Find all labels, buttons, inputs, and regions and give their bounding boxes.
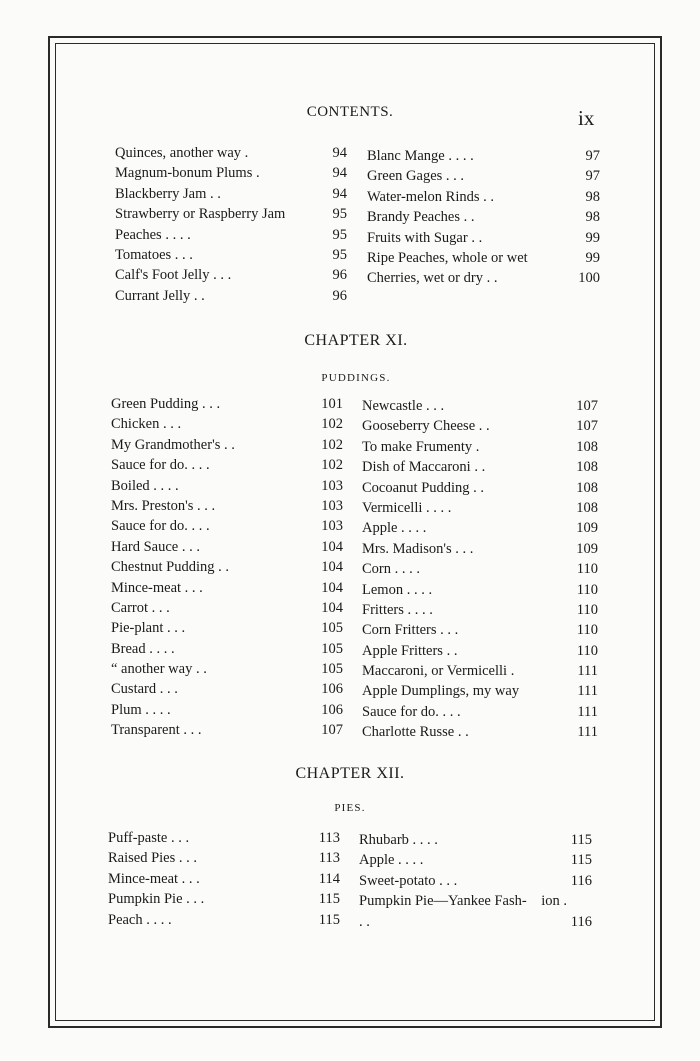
- toc-entry: [111, 598, 343, 618]
- toc-entry: [111, 537, 343, 557]
- entry-page-number: 104: [321, 579, 343, 596]
- entry-title: Custard . . .: [111, 681, 178, 698]
- entry-page-number: 105: [321, 640, 343, 657]
- contents-title: CONTENTS.: [306, 104, 394, 120]
- entry-title: Mrs. Madison's . . .: [362, 540, 474, 557]
- entry-page-number: 111: [577, 724, 598, 741]
- toc-entry: [367, 248, 600, 268]
- entry-page-number: 110: [576, 561, 598, 578]
- entry-page-number: 109: [576, 520, 598, 537]
- entry-title: To make Frumenty .: [362, 438, 480, 455]
- entry-page-number: 98: [585, 188, 600, 205]
- entry-title: Vermicelli . . . .: [362, 499, 452, 516]
- toc-entry: [359, 871, 592, 891]
- entry-page-number: 103: [321, 497, 343, 514]
- entry-page-number: 103: [321, 518, 343, 535]
- toc-entry: [362, 620, 598, 640]
- entry-page-number: 111: [577, 683, 598, 700]
- toc-entry: [115, 204, 347, 224]
- entry-page-number: 104: [321, 538, 343, 555]
- entry-title: Magnum-bonum Plums .: [115, 165, 260, 182]
- entry-title: Apple . . . .: [362, 520, 427, 537]
- toc-entry: [108, 869, 340, 889]
- chapter-xi-right-column: [362, 396, 598, 743]
- chapter-xii-right-column: [359, 830, 592, 932]
- entry-page-number: 116: [570, 872, 592, 889]
- entry-title: Pumpkin Pie . . .: [108, 891, 205, 908]
- toc-entry: [367, 207, 600, 227]
- entry-page-number: 114: [318, 870, 340, 887]
- entry-title: “ another way . .: [111, 661, 207, 678]
- entry-title: Boiled . . . .: [111, 477, 179, 494]
- entry-page-number: 106: [321, 681, 343, 698]
- chapter-xii-heading: CHAPTER XII.: [295, 765, 405, 782]
- chapter-xi-left-column: [111, 394, 343, 741]
- entry-page-number: 115: [318, 891, 340, 908]
- entry-title: Charlotte Russe . .: [362, 724, 469, 741]
- entry-page-number: 108: [576, 479, 598, 496]
- toc-entry: [108, 828, 340, 848]
- entry-page-number: 102: [321, 416, 343, 433]
- entry-title: Tomatoes . . .: [115, 246, 193, 263]
- entry-title: Newcastle . . .: [362, 398, 445, 414]
- entry-page-number: 97: [585, 148, 600, 164]
- chapter-xii-left-column: [108, 828, 340, 930]
- entry-title: Sauce for do. . . .: [362, 703, 461, 720]
- toc-entry: [111, 659, 343, 679]
- toc-entry: [115, 143, 347, 163]
- toc-entry: [362, 416, 598, 436]
- toc-entry: [362, 661, 598, 681]
- entry-title: Chicken . . .: [111, 416, 182, 433]
- toc-entry: [362, 518, 598, 538]
- entry-title: Fritters . . . .: [362, 601, 433, 618]
- entry-title: Rhubarb . . . .: [359, 832, 438, 848]
- entry-page-number: 95: [332, 246, 347, 263]
- entry-page-number: 115: [570, 852, 592, 869]
- toc-entry: [111, 455, 343, 475]
- entry-title: Apple . . . .: [359, 852, 424, 869]
- entry-page-number: 94: [332, 145, 347, 161]
- toc-entry: [115, 184, 347, 204]
- entry-title: Peach . . . .: [108, 911, 172, 928]
- entry-title: Puff-paste . . .: [108, 830, 190, 846]
- entry-title: Bread . . . .: [111, 640, 175, 657]
- entry-title: Mince-meat . . .: [111, 579, 203, 596]
- entry-title: Green Pudding . . .: [111, 396, 221, 412]
- toc-entry: [111, 639, 343, 659]
- toc-entry: [108, 848, 340, 868]
- toc-entry: [111, 700, 343, 720]
- toc-entry: [111, 516, 343, 536]
- entry-title: Sauce for do. . . .: [111, 457, 210, 474]
- entry-title: Gooseberry Cheese . .: [362, 418, 490, 435]
- entry-title: Apple Dumplings, my way: [362, 683, 520, 700]
- entry-title: Raised Pies . . .: [108, 850, 198, 867]
- toc-entry: [111, 578, 343, 598]
- toc-entry: [367, 268, 600, 288]
- toc-entry: [111, 496, 343, 516]
- chapter-xi-heading: CHAPTER XI.: [304, 332, 408, 349]
- entry-page-number: 110: [576, 642, 598, 659]
- entry-page-number: 96: [332, 267, 347, 284]
- entry-page-number: 116: [570, 913, 592, 930]
- toc-entry: [362, 702, 598, 722]
- entry-page-number: 108: [576, 499, 598, 516]
- toc-entry: [362, 641, 598, 661]
- entry-title: Carrot . . .: [111, 599, 170, 616]
- toc-entry: [367, 187, 600, 207]
- entry-page-number: 110: [576, 581, 598, 598]
- entry-page-number: 94: [332, 185, 347, 202]
- toc-entry: [362, 396, 598, 416]
- toc-entry: [108, 910, 340, 930]
- entry-page-number: 94: [332, 165, 347, 182]
- entry-title: Cocoanut Pudding . .: [362, 479, 485, 496]
- toc-entry: [111, 435, 343, 455]
- toc-entry: [362, 457, 598, 477]
- entry-title: Blanc Mange . . . .: [367, 148, 474, 164]
- entry-page-number: 107: [321, 722, 343, 739]
- entry-title: Cherries, wet or dry . .: [367, 270, 498, 287]
- entry-title: Chestnut Pudding . .: [111, 559, 230, 576]
- pies-subheading: PIES.: [334, 802, 366, 814]
- toc-entry: [362, 559, 598, 579]
- entry-title: Brandy Peaches . .: [367, 209, 475, 226]
- puddings-subheading: PUDDINGS.: [321, 372, 391, 384]
- entry-title: Maccaroni, or Vermicelli .: [362, 663, 515, 680]
- entry-title: Pie-plant . . .: [111, 620, 186, 637]
- entry-page-number: 99: [585, 229, 600, 246]
- entry-title: Sauce for do. . . .: [111, 518, 210, 535]
- toc-entry: [359, 891, 592, 932]
- toc-entry: [111, 476, 343, 496]
- top-left-column: [115, 143, 347, 306]
- entry-page-number: 111: [577, 703, 598, 720]
- toc-entry: [115, 225, 347, 245]
- entry-title: Quinces, another way .: [115, 145, 249, 161]
- toc-entry: [108, 889, 340, 909]
- toc-entry: [362, 580, 598, 600]
- toc-entry: [111, 618, 343, 638]
- toc-entry: [111, 414, 343, 434]
- toc-entry: [362, 681, 598, 701]
- entry-title: Dish of Maccaroni . .: [362, 459, 486, 476]
- entry-title: Peaches . . . .: [115, 226, 191, 243]
- entry-title: Corn . . . .: [362, 561, 420, 578]
- entry-title: Ripe Peaches, whole or wet: [367, 249, 528, 266]
- entry-page-number: 102: [321, 457, 343, 474]
- entry-page-number: 97: [585, 168, 600, 185]
- entry-page-number: 110: [576, 622, 598, 639]
- entry-page-number: 104: [321, 559, 343, 576]
- entry-title: Pumpkin Pie—Yankee Fash- ion . . .: [359, 893, 567, 930]
- entry-page-number: 96: [332, 287, 347, 304]
- toc-entry: [367, 228, 600, 248]
- entry-page-number: 113: [318, 850, 340, 867]
- toc-entry: [362, 722, 598, 742]
- entry-title: Sweet-potato . . .: [359, 872, 458, 889]
- toc-entry: [111, 557, 343, 577]
- entry-page-number: 115: [570, 832, 592, 848]
- entry-title: Mince-meat . . .: [108, 870, 200, 887]
- toc-entry: [115, 265, 347, 285]
- toc-entry: [362, 437, 598, 457]
- entry-page-number: 107: [576, 418, 598, 435]
- entry-page-number: 95: [332, 206, 347, 223]
- entry-page-number: 113: [318, 830, 340, 846]
- toc-entry: [367, 166, 600, 186]
- top-right-column: [367, 146, 600, 289]
- toc-entry: [359, 830, 592, 850]
- entry-title: My Grandmother's . .: [111, 436, 235, 453]
- entry-page-number: 102: [321, 436, 343, 453]
- toc-entry: [362, 539, 598, 559]
- toc-entry: [362, 498, 598, 518]
- entry-title: Water-melon Rinds . .: [367, 188, 495, 205]
- entry-page-number: 107: [576, 398, 598, 414]
- toc-entry: [111, 720, 343, 740]
- entry-title: Currant Jelly . .: [115, 287, 205, 304]
- entry-page-number: 109: [576, 540, 598, 557]
- entry-title: Strawberry or Raspberry Jam: [115, 206, 286, 223]
- toc-entry: [111, 679, 343, 699]
- toc-entry: [367, 146, 600, 166]
- entry-page-number: 108: [576, 459, 598, 476]
- entry-title: Blackberry Jam . .: [115, 185, 221, 202]
- toc-entry: [359, 850, 592, 870]
- entry-page-number: 110: [576, 601, 598, 618]
- entry-page-number: 108: [576, 438, 598, 455]
- entry-page-number: 100: [578, 270, 600, 287]
- entry-title: Plum . . . .: [111, 701, 171, 718]
- toc-entry: [115, 286, 347, 306]
- toc-entry: [362, 478, 598, 498]
- entry-title: Fruits with Sugar . .: [367, 229, 483, 246]
- toc-entry: [115, 163, 347, 183]
- entry-page-number: 95: [332, 226, 347, 243]
- entry-title: Hard Sauce . . .: [111, 538, 200, 555]
- entry-title: Lemon . . . .: [362, 581, 433, 598]
- entry-title: Calf's Foot Jelly . . .: [115, 267, 232, 284]
- entry-page-number: 111: [577, 663, 598, 680]
- entry-page-number: 115: [318, 911, 340, 928]
- entry-page-number: 98: [585, 209, 600, 226]
- entry-title: Corn Fritters . . .: [362, 622, 459, 639]
- entry-page-number: 99: [585, 249, 600, 266]
- entry-page-number: 105: [321, 661, 343, 678]
- entry-title: Transparent . . .: [111, 722, 202, 739]
- entry-page-number: 104: [321, 599, 343, 616]
- entry-page-number: 101: [321, 396, 343, 412]
- toc-entry: [111, 394, 343, 414]
- entry-title: Green Gages . . .: [367, 168, 465, 185]
- page-number: ix: [578, 106, 595, 130]
- toc-entry: [362, 600, 598, 620]
- toc-entry: [115, 245, 347, 265]
- entry-page-number: 103: [321, 477, 343, 494]
- entry-title: Apple Fritters . .: [362, 642, 458, 659]
- entry-page-number: 106: [321, 701, 343, 718]
- entry-page-number: 105: [321, 620, 343, 637]
- entry-title: Mrs. Preston's . . .: [111, 497, 216, 514]
